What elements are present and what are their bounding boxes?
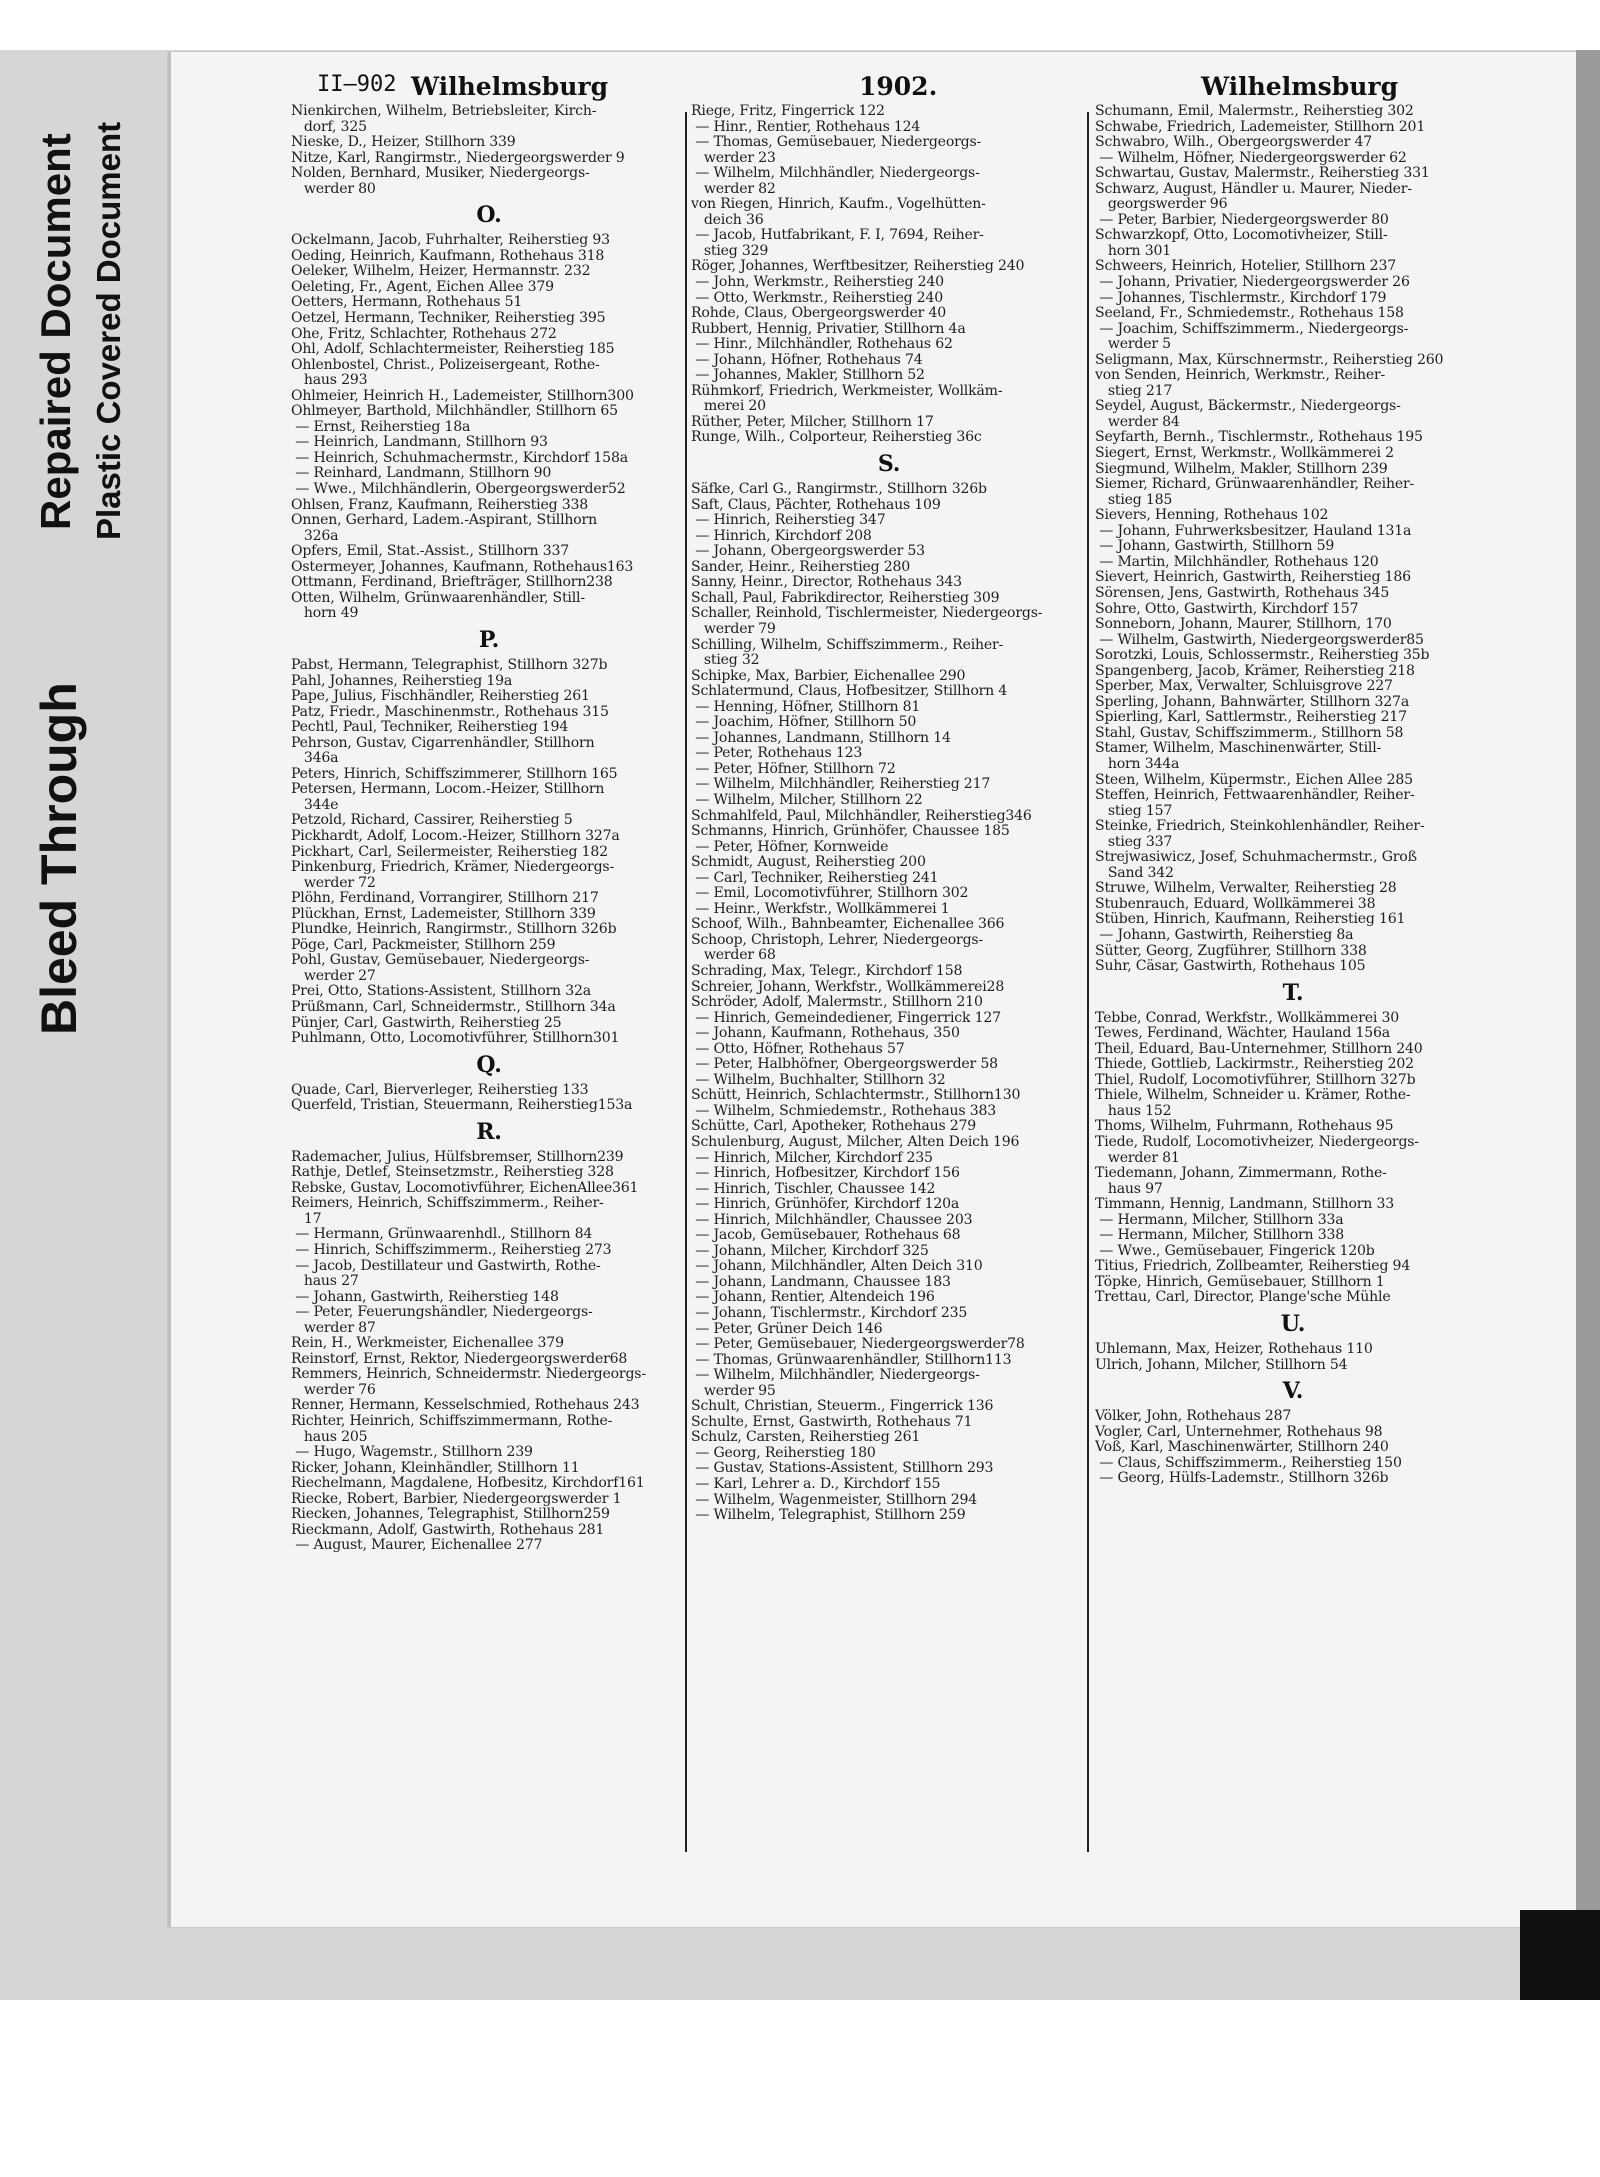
directory-entry: Patz, Friedr., Maschinenmstr., Rothehaus 315 <box>291 704 609 720</box>
directory-entry: haus 205 <box>291 1429 368 1445</box>
directory-page <box>168 52 1579 1927</box>
directory-entry: Opfers, Emil, Stat.-Assist., Stillhorn 337 <box>291 544 570 560</box>
directory-entry: Renner, Hermann, Kesselschmied, Rothehaus 243 <box>291 1398 640 1414</box>
directory-entry: — Reinhard, Landmann, Stillhorn 90 <box>291 466 552 482</box>
directory-entry: Riechelmann, Magdalene, Hofbesitz, Kirchdorf161 <box>291 1476 645 1492</box>
directory-entry: Nolden, Bernhard, Musiker, Niedergeorgs- <box>291 166 590 182</box>
directory-entry: — Wilhelm, Gastwirth, Niedergeorgswerder85 <box>1095 632 1424 648</box>
header-title-left: Wilhelmsburg <box>411 72 609 101</box>
directory-entry: — Carl, Techniker, Reiherstieg 241 <box>691 870 939 886</box>
directory-entry: 346a <box>291 751 339 767</box>
directory-entry: — August, Maurer, Eichenallee 277 <box>291 1538 543 1554</box>
directory-entry: Ottmann, Ferdinand, Briefträger, Stillhorn238 <box>291 575 613 591</box>
directory-entry: — Hinrich, Grünhöfer, Kirchdorf 120a <box>691 1197 960 1213</box>
directory-entry: Thiele, Wilhelm, Schneider u. Krämer, Rothe- <box>1095 1088 1411 1104</box>
directory-entry: stieg 337 <box>1095 834 1173 850</box>
directory-entry: Seydel, August, Bäckermstr., Niedergeorgs- <box>1095 399 1401 415</box>
directory-entry: — Johann, Gastwirth, Reiherstieg 148 <box>291 1289 559 1305</box>
directory-entry: Schrading, Max, Telegr., Kirchdorf 158 <box>691 963 963 979</box>
scan-background <box>0 50 1600 2000</box>
directory-entry: werder 68 <box>691 948 776 964</box>
directory-entry: — Thomas, Grünwaarenhändler, Stillhorn113 <box>691 1352 1012 1368</box>
directory-entry: — Johann, Fuhrwerksbesitzer, Hauland 131a <box>1095 523 1412 539</box>
directory-entry: Schaller, Reinhold, Tischlermeister, Niedergeorgs- <box>691 606 1043 622</box>
directory-entry: Theil, Eduard, Bau-Unternehmer, Stillhorn 240 <box>1095 1041 1423 1057</box>
repaired-document-label: Repaired Document <box>32 133 79 530</box>
directory-entry: Schult, Christian, Steuerm., Fingerrick 136 <box>691 1399 994 1415</box>
directory-entry: Pöge, Carl, Packmeister, Stillhorn 259 <box>291 937 556 953</box>
section-letter: Q. <box>476 1051 502 1078</box>
directory-entry: Sonneborn, Johann, Maurer, Stillhorn, 170 <box>1095 617 1392 633</box>
directory-entry: — Hinr., Milchhändler, Rothehaus 62 <box>691 337 953 353</box>
directory-entry: Stahl, Gustav, Schiffszimmerm., Stillhorn 58 <box>1095 725 1404 741</box>
directory-entry: Schütte, Carl, Apotheker, Rothehaus 279 <box>691 1119 977 1135</box>
directory-entry: Oeding, Heinrich, Kaufmann, Rothehaus 318 <box>291 248 605 264</box>
column-divider <box>685 112 687 1852</box>
column-divider <box>1087 112 1089 1852</box>
directory-entry: Sand 342 <box>1095 865 1174 881</box>
directory-entry: Quade, Carl, Bierverleger, Reiherstieg 133 <box>291 1082 589 1098</box>
directory-entry: Säfke, Carl G., Rangirmstr., Stillhorn 326b <box>691 482 987 498</box>
directory-entry: — Peter, Rothehaus 123 <box>691 746 863 762</box>
directory-entry: Schulz, Carsten, Reiherstieg 261 <box>691 1430 921 1446</box>
directory-entry: Spangenberg, Jacob, Krämer, Reiherstieg 218 <box>1095 663 1415 679</box>
directory-entry: Prei, Otto, Stations-Assistent, Stillhorn 32a <box>291 984 591 1000</box>
scan-shadow <box>1520 1910 1600 2000</box>
directory-entry: Schröder, Adolf, Malermstr., Stillhorn 210 <box>691 995 983 1011</box>
directory-entry: — Hinrich, Hofbesitzer, Kirchdorf 156 <box>691 1166 960 1182</box>
directory-entry: stieg 329 <box>691 243 769 259</box>
directory-entry: Sperber, Max, Verwalter, Schluisgrove 227 <box>1095 679 1393 695</box>
directory-column-2 <box>691 104 1087 1524</box>
directory-entry: horn 301 <box>1095 243 1171 259</box>
directory-entry: — Johann, Höfner, Rothehaus 74 <box>691 352 923 368</box>
directory-entry: Schwarz, August, Händler u. Maurer, Nieder- <box>1095 181 1412 197</box>
directory-entry: stieg 157 <box>1095 803 1173 819</box>
directory-entry: Schütt, Heinrich, Schlachtermstr., Stillhorn130 <box>691 1088 1021 1104</box>
directory-entry: Schwarzkopf, Otto, Locomotivheizer, Still- <box>1095 228 1388 244</box>
directory-entry: Struwe, Wilhelm, Verwalter, Reiherstieg 28 <box>1095 881 1397 897</box>
directory-entry: merei 20 <box>691 399 766 415</box>
directory-entry: Seligmann, Max, Kürschnermstr., Reiherstieg 260 <box>1095 352 1444 368</box>
directory-entry: — Wwe., Milchhändlerin, Obergeorgswerder52 <box>291 482 626 498</box>
directory-entry: Schilling, Wilhelm, Schiffszimmerm., Reiher- <box>691 637 1004 653</box>
directory-entry: Querfeld, Tristian, Steuermann, Reiherstieg153a <box>291 1098 633 1114</box>
directory-entry: — John, Werkmstr., Reiherstieg 240 <box>691 275 944 291</box>
directory-entry: — Hermann, Milcher, Stillhorn 33a <box>1095 1212 1344 1228</box>
directory-entry: dorf, 325 <box>291 119 367 135</box>
directory-entry: haus 152 <box>1095 1103 1172 1119</box>
directory-entry: — Jacob, Hutfabrikant, F. I, 7694, Reiher- <box>691 228 984 244</box>
directory-entry: — Otto, Höfner, Rothehaus 57 <box>691 1041 905 1057</box>
directory-entry: Schwartau, Gustav, Malermstr., Reiherstieg 331 <box>1095 166 1430 182</box>
directory-entry: Schulenburg, August, Milcher, Alten Deich 196 <box>691 1135 1020 1150</box>
directory-entry: — Thomas, Gemüsebauer, Niedergeorgs- <box>691 135 982 151</box>
directory-entry: — Wilhelm, Milchhändler, Reiherstieg 217 <box>691 777 991 793</box>
directory-entry: Ohlmeyer, Barthold, Milchhändler, Stillhorn 65 <box>291 404 618 420</box>
directory-entry: Sorotzki, Louis, Schlossermstr., Reiherstieg 35b <box>1095 648 1430 664</box>
directory-entry: Pohl, Gustav, Gemüsebauer, Niedergeorgs- <box>291 953 590 969</box>
directory-entry: — Gustav, Stations-Assistent, Stillhorn 293 <box>691 1461 994 1477</box>
directory-entry: werder 76 <box>291 1382 376 1398</box>
directory-entry: Vogler, Carl, Unternehmer, Rothehaus 98 <box>1095 1424 1383 1440</box>
directory-entry: Reimers, Heinrich, Schiffszimmerm., Reiher- <box>291 1196 604 1212</box>
section-letter: S. <box>877 451 901 478</box>
directory-entry: werder 27 <box>291 968 376 984</box>
scan-edge <box>1576 50 1600 2000</box>
directory-entry: — Johann, Tischlermstr., Kirchdorf 235 <box>691 1306 968 1322</box>
directory-entry: — Georg, Hülfs-Lademstr., Stillhorn 326b <box>1095 1471 1389 1487</box>
directory-entry: Otten, Wilhelm, Grünwaarenhändler, Still- <box>291 590 585 606</box>
directory-entry: Völker, John, Rothehaus 287 <box>1095 1409 1292 1425</box>
directory-entry: werder 23 <box>691 150 776 166</box>
directory-entry: Schwabe, Friedrich, Lademeister, Stillhorn 201 <box>1095 119 1426 135</box>
directory-entry: werder 79 <box>691 621 776 637</box>
directory-entry: Spierling, Karl, Sattlermstr., Reiherstieg 217 <box>1095 710 1407 726</box>
directory-entry: von Senden, Heinrich, Werkmstr., Reiher- <box>1095 368 1386 384</box>
directory-entry: Schoof, Wilh., Bahnbeamter, Eichenallee 366 <box>691 917 1005 933</box>
directory-entry: Sohre, Otto, Gastwirth, Kirchdorf 157 <box>1095 601 1359 617</box>
directory-entry: Oetzel, Hermann, Techniker, Reiherstieg 395 <box>291 311 606 327</box>
directory-entry: stieg 217 <box>1095 383 1173 399</box>
directory-entry: Remmers, Heinrich, Schneidermstr. Niedergeorgs- <box>291 1367 646 1383</box>
directory-entry: Plückhan, Ernst, Lademeister, Stillhorn 339 <box>291 906 596 922</box>
directory-entry: — Hinrich, Milchhändler, Chaussee 203 <box>691 1212 973 1228</box>
directory-entry: Seeland, Fr., Schmiedemstr., Rothehaus 158 <box>1095 306 1404 322</box>
directory-entry: Schall, Paul, Fabrikdirector, Reiherstieg 309 <box>691 590 1000 606</box>
directory-entry: — Wilhelm, Buchhalter, Stillhorn 32 <box>691 1072 946 1088</box>
section-letter: R. <box>476 1118 502 1145</box>
section-letter: T. <box>1282 979 1304 1006</box>
directory-entry: Thiel, Rudolf, Locomotivführer, Stillhorn 327b <box>1095 1072 1416 1088</box>
directory-entry: Petzold, Richard, Cassirer, Reiherstieg 5 <box>291 813 573 829</box>
directory-entry: — Hinrich, Tischler, Chaussee 142 <box>691 1181 936 1197</box>
directory-entry: — Johann, Obergeorgswerder 53 <box>691 544 925 560</box>
directory-entry: haus 27 <box>291 1274 359 1290</box>
directory-entry: Pickhart, Carl, Seilermeister, Reiherstieg 182 <box>291 844 608 860</box>
directory-entry: — Johannes, Landmann, Stillhorn 14 <box>691 730 951 746</box>
directory-entry: Schulte, Ernst, Gastwirth, Rothehaus 71 <box>691 1414 973 1430</box>
directory-entry: stieg 185 <box>1095 492 1173 508</box>
directory-entry: Oeleting, Fr., Agent, Eichen Allee 379 <box>291 279 554 295</box>
directory-entry: Röger, Johannes, Werftbesitzer, Reiherstieg 240 <box>691 259 1025 275</box>
directory-entry: Onnen, Gerhard, Ladem.-Aspirant, Stillhorn <box>291 513 597 529</box>
directory-entry: Nienkirchen, Wilhelm, Betriebsleiter, Kirch- <box>291 104 597 119</box>
directory-entry: Steen, Wilhelm, Küpermstr., Eichen Allee 285 <box>1095 772 1413 788</box>
directory-entry: — Johann, Gastwirth, Stillhorn 59 <box>1095 539 1335 555</box>
directory-entry: Thiede, Gottlieb, Lackirmstr., Reiherstieg 202 <box>1095 1057 1414 1073</box>
directory-entry: Riecken, Johannes, Telegraphist, Stillhorn259 <box>291 1507 610 1523</box>
directory-entry: Rademacher, Julius, Hülfsbremser, Stillhorn239 <box>291 1149 624 1165</box>
directory-entry: Thoms, Wilhelm, Fuhrmann, Rothehaus 95 <box>1095 1119 1394 1135</box>
directory-entry: — Peter, Höfner, Stillhorn 72 <box>691 761 896 777</box>
directory-entry: — Hugo, Wagemstr., Stillhorn 239 <box>291 1445 533 1461</box>
directory-entry: Pabst, Hermann, Telegraphist, Stillhorn 327b <box>291 657 608 673</box>
directory-entry: deich 36 <box>691 212 764 228</box>
directory-entry: — Peter, Barbier, Niedergeorgswerder 80 <box>1095 212 1389 228</box>
directory-entry: Ohlsen, Franz, Kaufmann, Reiherstieg 338 <box>291 497 588 513</box>
directory-entry: Rein, H., Werkmeister, Eichenallee 379 <box>291 1336 564 1352</box>
directory-entry: Rubbert, Hennig, Privatier, Stillhorn 4a <box>691 321 966 337</box>
directory-entry: Sander, Heinr., Reiherstieg 280 <box>691 559 911 575</box>
directory-entry: Rühmkorf, Friedrich, Werkmeister, Wollkäm- <box>691 383 1003 399</box>
directory-entry: stieg 32 <box>691 653 760 669</box>
directory-entry: haus 97 <box>1095 1181 1163 1197</box>
directory-entry: — Heinrich, Landmann, Stillhorn 93 <box>291 435 548 451</box>
directory-entry: — Hinrich, Kirchdorf 208 <box>691 528 872 544</box>
directory-entry: — Wilhelm, Telegraphist, Stillhorn 259 <box>691 1508 966 1524</box>
directory-entry: Ricker, Johann, Kleinhändler, Stillhorn 11 <box>291 1460 580 1476</box>
directory-entry: Suhr, Cäsar, Gastwirth, Rothehaus 105 <box>1095 959 1366 975</box>
section-letter: O. <box>476 202 502 229</box>
directory-entry: werder 80 <box>291 181 376 197</box>
directory-entry: — Georg, Reiherstieg 180 <box>691 1445 876 1461</box>
directory-entry: Rieckmann, Adolf, Gastwirth, Rothehaus 281 <box>291 1522 605 1538</box>
section-letter: V. <box>1282 1378 1304 1405</box>
directory-entry: Tebbe, Conrad, Werkfstr., Wollkämmerei 30 <box>1095 1010 1399 1026</box>
directory-entry: — Peter, Feuerungshändler, Niedergeorgs- <box>291 1305 593 1321</box>
directory-entry: Pehrson, Gustav, Cigarrenhändler, Stillhorn <box>291 735 595 751</box>
directory-entry: 326a <box>291 528 339 544</box>
directory-entry: Schreier, Johann, Werkfstr., Wollkämmerei28 <box>691 979 1005 995</box>
directory-entry: werder 5 <box>1095 337 1171 353</box>
directory-entry: — Peter, Gemüsebauer, Niedergeorgswerder78 <box>691 1337 1025 1353</box>
directory-entry: werder 82 <box>691 181 776 197</box>
directory-entry: — Otto, Werkmstr., Reiherstieg 240 <box>691 290 943 306</box>
header-title-right: Wilhelmsburg <box>1201 72 1399 101</box>
directory-entry: — Wilhelm, Milcher, Stillhorn 22 <box>691 792 923 808</box>
directory-entry: Schweers, Heinrich, Hotelier, Stillhorn 237 <box>1095 259 1396 275</box>
directory-entry: Steinke, Friedrich, Steinkohlenhändler, Reiher- <box>1095 819 1425 835</box>
directory-entry: — Johann, Privatier, Niedergeorgswerder 26 <box>1095 275 1410 291</box>
directory-entry: georgswerder 96 <box>1095 197 1228 213</box>
directory-entry: Sperling, Johann, Bahnwärter, Stillhorn 327a <box>1095 694 1410 710</box>
directory-entry: Rathje, Detlef, Steinsetzmstr., Reiherstieg 328 <box>291 1165 614 1181</box>
directory-entry: — Johann, Rentier, Altendeich 196 <box>691 1290 935 1306</box>
directory-entry: Voß, Karl, Maschinenwärter, Stillhorn 240 <box>1095 1440 1389 1456</box>
directory-entry: — Johann, Milcher, Kirchdorf 325 <box>691 1243 929 1259</box>
directory-column-1 <box>291 104 687 1554</box>
directory-entry: — Johannes, Tischlermstr., Kirchdorf 179 <box>1095 290 1387 306</box>
directory-entry: Titius, Friedrich, Zollbeamter, Reiherstieg 94 <box>1095 1259 1411 1275</box>
directory-entry: Oeleker, Wilhelm, Heizer, Hermannstr. 232 <box>291 264 591 280</box>
directory-entry: Töpke, Hinrich, Gemüsebauer, Stillhorn 1 <box>1095 1274 1385 1290</box>
directory-entry: Siemer, Richard, Grünwaarenhändler, Reiher- <box>1095 477 1415 493</box>
directory-entry: Puhlmann, Otto, Locomotivführer, Stillhorn301 <box>291 1031 620 1047</box>
directory-entry: haus 293 <box>291 373 368 389</box>
directory-entry: Schmahlfeld, Paul, Milchhändler, Reiherstieg346 <box>691 808 1032 824</box>
plastic-covered-label: Plastic Covered Document <box>90 121 127 540</box>
directory-entry: 17 <box>291 1211 322 1227</box>
directory-entry: Oetters, Hermann, Rothehaus 51 <box>291 295 523 311</box>
directory-entry: Strejwasiwicz, Josef, Schuhmachermstr., Groß <box>1095 850 1417 866</box>
directory-entry: Sievert, Heinrich, Gastwirth, Reiherstieg 186 <box>1095 570 1411 586</box>
directory-entry: werder 84 <box>1095 414 1180 430</box>
directory-entry: horn 344a <box>1095 756 1180 772</box>
directory-entry: von Riegen, Hinrich, Kaufm., Vogelhütten- <box>691 197 986 213</box>
directory-entry: Ohl, Adolf, Schlachtermeister, Reiherstieg 185 <box>291 342 615 358</box>
directory-entry: werder 95 <box>691 1383 776 1399</box>
directory-entry: Sanny, Heinr., Director, Rothehaus 343 <box>691 575 962 591</box>
directory-entry: Schipke, Max, Barbier, Eichenallee 290 <box>691 668 966 684</box>
directory-entry: — Martin, Milchhändler, Rothehaus 120 <box>1095 554 1379 570</box>
directory-entry: Pinkenburg, Friedrich, Krämer, Niedergeorgs- <box>291 860 615 876</box>
directory-entry: Ohe, Fritz, Schlachter, Rothehaus 272 <box>291 326 557 342</box>
directory-entry: Tewes, Ferdinand, Wächter, Hauland 156a <box>1095 1026 1390 1042</box>
directory-entry: Ockelmann, Jacob, Fuhrhalter, Reiherstieg 93 <box>291 233 610 249</box>
directory-entry: — Johannes, Makler, Stillhorn 52 <box>691 368 925 384</box>
directory-entry: — Hermann, Grünwaarenhdl., Stillhorn 84 <box>291 1227 593 1243</box>
directory-entry: — Karl, Lehrer a. D., Kirchdorf 155 <box>691 1477 941 1493</box>
directory-entry: Schmidt, August, Reiherstieg 200 <box>691 855 926 871</box>
directory-entry: Ostermeyer, Johannes, Kaufmann, Rothehaus163 <box>291 559 634 575</box>
directory-entry: Pahl, Johannes, Reiherstieg 19a <box>291 673 513 689</box>
directory-entry: Tiedemann, Johann, Zimmermann, Rothe- <box>1095 1166 1387 1182</box>
directory-entry: — Joachim, Schiffszimmerm., Niedergeorgs- <box>1095 321 1409 337</box>
directory-entry: Plundke, Heinrich, Rangirmstr., Stillhorn 326b <box>291 922 617 938</box>
directory-entry: horn 49 <box>291 606 359 622</box>
page-reference: II—902 <box>317 72 397 97</box>
directory-column-3 <box>1095 104 1491 1487</box>
directory-entry: Schumann, Emil, Malermstr., Reiherstieg 302 <box>1095 104 1414 119</box>
directory-entry: — Jacob, Destillateur und Gastwirth, Rothe- <box>291 1258 601 1274</box>
directory-entry: Riege, Fritz, Fingerrick 122 <box>691 104 885 119</box>
directory-entry: — Peter, Grüner Deich 146 <box>691 1321 883 1337</box>
directory-entry: — Johann, Landmann, Chaussee 183 <box>691 1274 951 1290</box>
directory-entry: Runge, Wilh., Colporteur, Reiherstieg 36c <box>691 430 982 446</box>
directory-entry: Ohlmeier, Heinrich H., Lademeister, Stillhorn300 <box>291 388 634 404</box>
directory-entry: Sütter, Georg, Zugführer, Stillhorn 338 <box>1095 943 1367 959</box>
directory-entry: Ulrich, Johann, Milcher, Stillhorn 54 <box>1095 1357 1348 1373</box>
directory-entry: Nieske, D., Heizer, Stillhorn 339 <box>291 135 516 151</box>
directory-entry: Uhlemann, Max, Heizer, Rothehaus 110 <box>1095 1342 1373 1358</box>
directory-entry: Petersen, Hermann, Locom.-Heizer, Stillhorn <box>291 782 605 798</box>
directory-entry: — Johann, Milchhändler, Alten Deich 310 <box>691 1259 983 1275</box>
directory-entry: Seyfarth, Bernh., Tischlermstr., Rothehaus 195 <box>1095 430 1423 446</box>
directory-entry: werder 81 <box>1095 1150 1180 1166</box>
directory-entry: Ohlenbostel, Christ., Polizeisergeant, Rothe- <box>291 357 600 373</box>
directory-entry: Richter, Heinrich, Schiffszimmermann, Rothe- <box>291 1414 613 1430</box>
directory-entry: — Hinrich, Schiffszimmerm., Reiherstieg 273 <box>291 1243 612 1258</box>
directory-entry: Tiede, Rudolf, Locomotivheizer, Niedergeorgs- <box>1095 1135 1419 1150</box>
directory-entry: Stamer, Wilhelm, Maschinenwärter, Still- <box>1095 741 1382 757</box>
directory-entry: Peters, Hinrich, Schiffszimmerer, Stillhorn 165 <box>291 766 618 782</box>
directory-entry: — Hinrich, Milcher, Kirchdorf 235 <box>691 1150 933 1166</box>
directory-entry: Stubenrauch, Eduard, Wollkämmerei 38 <box>1095 896 1376 912</box>
directory-entry: Siegert, Ernst, Werkmstr., Wollkämmerei 2 <box>1095 446 1394 462</box>
directory-entry: — Henning, Höfner, Stillhorn 81 <box>691 699 921 715</box>
directory-entry: Riecke, Robert, Barbier, Niedergeorgswerder 1 <box>291 1491 622 1507</box>
directory-entry: — Hinrich, Gemeindediener, Fingerrick 127 <box>691 1010 1001 1026</box>
directory-entry: Pünjer, Carl, Gastwirth, Reiherstieg 25 <box>291 1015 562 1031</box>
directory-entry: Reinstorf, Ernst, Rektor, Niedergeorgswerder68 <box>291 1351 628 1367</box>
section-letter: U. <box>1280 1311 1306 1338</box>
directory-entry: werder 87 <box>291 1320 376 1336</box>
directory-entry: Timmann, Hennig, Landmann, Stillhorn 33 <box>1095 1197 1395 1213</box>
directory-entry: — Hinrich, Reiherstieg 347 <box>691 513 886 529</box>
directory-entry: Pape, Julius, Fischhändler, Reiherstieg 261 <box>291 689 590 705</box>
directory-entry: Plöhn, Ferdinand, Vorrangirer, Stillhorn 217 <box>291 891 599 907</box>
directory-entry: — Wwe., Gemüsebauer, Fingerick 120b <box>1095 1243 1375 1259</box>
directory-entry: Nitze, Karl, Rangirmstr., Niedergeorgswerder 9 <box>291 150 625 166</box>
directory-entry: Rebske, Gustav, Locomotivführer, EichenAllee361 <box>291 1180 639 1196</box>
directory-entry: Pechtl, Paul, Techniker, Reiherstieg 194 <box>291 720 569 736</box>
directory-entry: — Claus, Schiffszimmerm., Reiherstieg 150 <box>1095 1455 1402 1471</box>
directory-entry: werder 72 <box>291 875 376 891</box>
directory-entry: Schlatermund, Claus, Hofbesitzer, Stillhorn 4 <box>691 684 1008 700</box>
header-year: 1902. <box>859 72 938 101</box>
directory-entry: Pickhardt, Adolf, Locom.-Heizer, Stillhorn 327a <box>291 828 620 844</box>
directory-entry: — Johann, Kaufmann, Rothehaus, 350 <box>691 1026 960 1042</box>
directory-entry: — Ernst, Reiherstieg 18a <box>291 419 471 435</box>
directory-entry: Stüben, Hinrich, Kaufmann, Reiherstieg 161 <box>1095 912 1406 928</box>
directory-entry: — Wilhelm, Schmiedemstr., Rothehaus 383 <box>691 1103 996 1119</box>
directory-entry: Schoop, Christoph, Lehrer, Niedergeorgs- <box>691 932 984 948</box>
directory-entry: — Heinrich, Schuhmachermstr., Kirchdorf 158a <box>291 450 628 466</box>
directory-entry: — Wilhelm, Milchhändler, Niedergeorgs- <box>691 166 980 182</box>
directory-entry: — Wilhelm, Wagenmeister, Stillhorn 294 <box>691 1492 978 1508</box>
directory-entry: — Heinr., Werkfstr., Wollkämmerei 1 <box>691 901 950 917</box>
directory-entry: — Hinr., Rentier, Rothehaus 124 <box>691 119 921 135</box>
directory-entry: Siegmund, Wilhelm, Makler, Stillhorn 239 <box>1095 461 1388 477</box>
directory-entry: Saft, Claus, Pächter, Rothehaus 109 <box>691 497 941 513</box>
directory-entry: Prüßmann, Carl, Schneidermstr., Stillhorn 34a <box>291 999 616 1015</box>
directory-entry: — Johann, Gastwirth, Reiherstieg 8a <box>1095 927 1354 943</box>
directory-entry: — Hermann, Milcher, Stillhorn 338 <box>1095 1228 1345 1244</box>
bleed-through-label: Bleed Through <box>31 682 87 1035</box>
directory-entry: Schwabro, Wilh., Obergeorgswerder 47 <box>1095 135 1373 151</box>
directory-entry: Sievers, Henning, Rothehaus 102 <box>1095 508 1329 524</box>
directory-entry: — Joachim, Höfner, Stillhorn 50 <box>691 715 917 731</box>
directory-entry: 344e <box>291 797 339 813</box>
directory-entry: — Wilhelm, Milchhändler, Niedergeorgs- <box>691 1368 980 1384</box>
directory-entry: Rüther, Peter, Milcher, Stillhorn 17 <box>691 414 934 430</box>
directory-entry: Steffen, Heinrich, Fettwaarenhändler, Reiher- <box>1095 788 1415 804</box>
section-letter: P. <box>478 626 500 653</box>
directory-entry: — Peter, Höfner, Kornweide <box>691 839 889 855</box>
directory-entry: — Emil, Locomotivführer, Stillhorn 302 <box>691 886 969 902</box>
directory-entry: — Peter, Halbhöfner, Obergeorgswerder 58 <box>691 1057 998 1073</box>
directory-entry: — Wilhelm, Höfner, Niedergeorgswerder 62 <box>1095 150 1407 166</box>
directory-entry: Sörensen, Jens, Gastwirth, Rothehaus 345 <box>1095 585 1390 601</box>
directory-entry: Schmanns, Hinrich, Grünhöfer, Chaussee 185 <box>691 824 1010 840</box>
directory-entry: — Jacob, Gemüsebauer, Rothehaus 68 <box>691 1228 961 1244</box>
directory-entry: Trettau, Carl, Director, Plange'sche Mühle <box>1095 1290 1391 1306</box>
directory-entry: Rohde, Claus, Obergeorgswerder 40 <box>691 306 947 322</box>
